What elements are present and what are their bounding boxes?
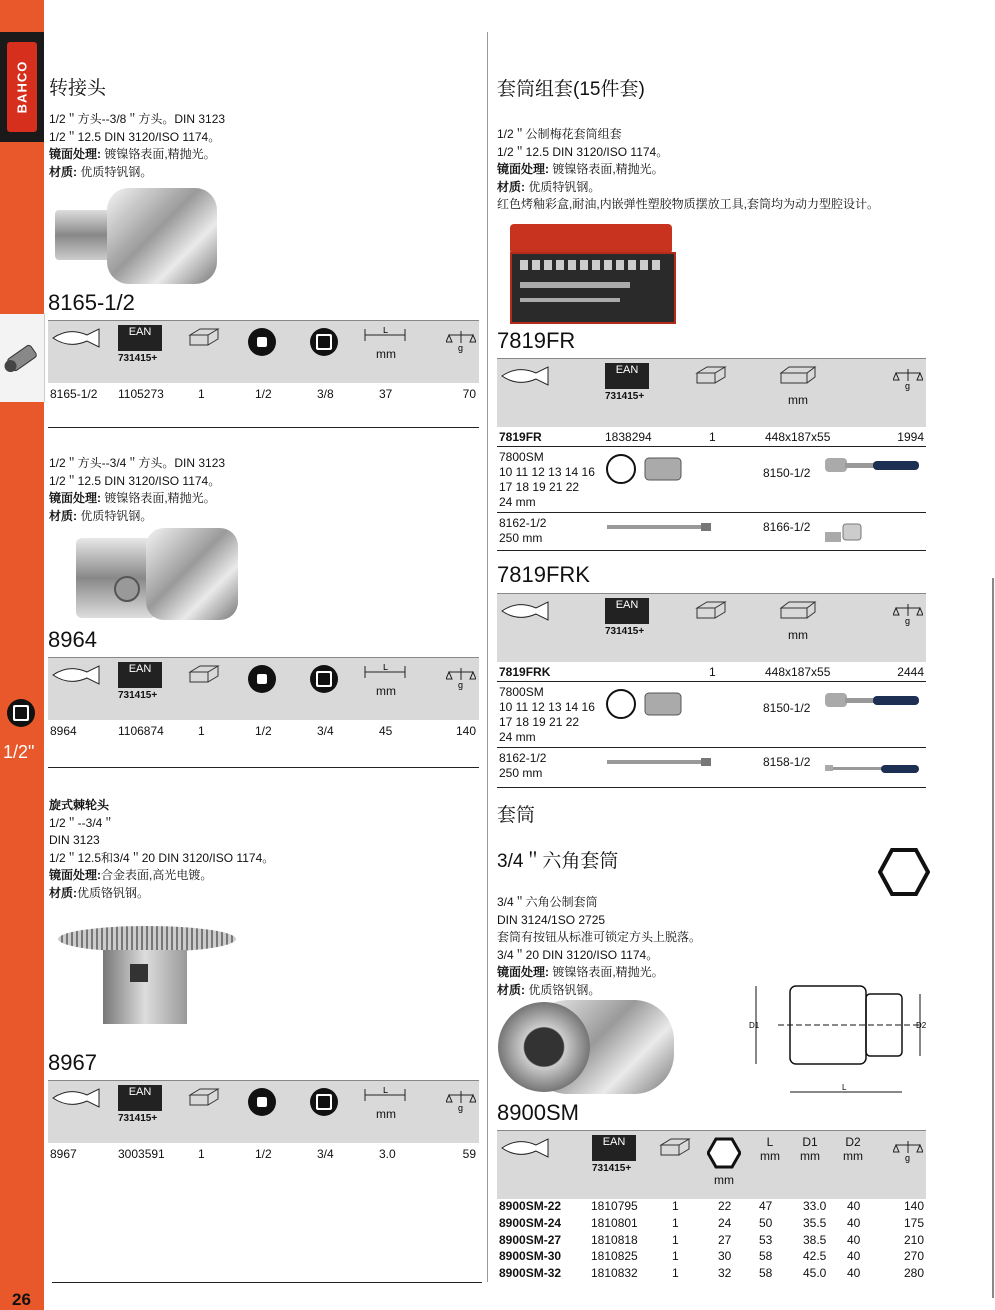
weight-icon — [893, 367, 923, 391]
table-row — [497, 1232, 926, 1249]
unit-label: mm — [788, 628, 808, 642]
description — [49, 111, 225, 181]
desc-line: 1/2＂12.5 DIN 3120/ISO 1174。 — [49, 129, 221, 144]
hexagon-small-icon — [707, 1137, 741, 1169]
svg-text:g: g — [458, 1103, 464, 1113]
l-header: L mm — [760, 1135, 780, 1163]
socket-icon — [605, 452, 685, 486]
package-icon — [657, 1135, 691, 1159]
desc-line: DIN 3124/1SO 2725 — [497, 912, 606, 927]
contents-row: 7800SM 10 11 12 13 14 16 17 18 19 21 22 24 mm 8150-1/2 — [497, 446, 926, 513]
table-cell: 1 — [672, 1199, 679, 1213]
table-cell: 8900SM-22 — [499, 1199, 562, 1213]
ean-code: 731415+ — [605, 391, 645, 402]
table-cell: 47 — [759, 1199, 773, 1213]
table-cell: 8900SM-27 — [499, 1232, 562, 1247]
d1-header: D1 mm — [800, 1135, 820, 1163]
table-row: 8964 1106874 1 1/2 3/4 45 140 — [48, 719, 479, 768]
material-line: 材质: 优质铬钒钢。 — [497, 982, 601, 997]
table-cell: 50 — [759, 1215, 773, 1230]
table-cell: 1 — [672, 1249, 679, 1264]
desc-line: 1/2＂公制梅花套筒组套 — [497, 127, 622, 141]
table-cell: 24 — [718, 1215, 732, 1230]
table-rows — [497, 1198, 926, 1284]
finish-line: 镜面处理: 镀镍铬表面,精抛光。 — [49, 147, 216, 161]
ean-barcode-icon: EAN — [118, 662, 162, 688]
desc-line: DIN 3123 — [49, 833, 100, 847]
length-icon — [363, 1087, 407, 1103]
length-icon — [363, 664, 407, 680]
table-cell: 270 — [903, 1249, 924, 1264]
table-cell: 1810795 — [591, 1199, 638, 1213]
ean-barcode-icon: EAN — [118, 1085, 162, 1111]
fish-icon — [500, 600, 550, 622]
fish-icon — [51, 664, 101, 686]
square-drive-large-icon — [310, 1088, 338, 1116]
contents-row: 8162-1/2 250 mm 8166-1/2 — [497, 512, 926, 551]
fish-icon — [51, 1087, 101, 1109]
side-size-label: 1/2" — [3, 742, 35, 762]
d1-label: D1 — [749, 1021, 760, 1030]
section-title: 旋式棘轮头 — [49, 798, 110, 812]
table-cell: 45.0 — [803, 1266, 827, 1281]
section-title: 转接头 — [49, 78, 107, 99]
table-cell: 38.5 — [803, 1232, 827, 1247]
package-icon — [186, 662, 220, 686]
box-dimension-icon — [775, 365, 819, 387]
ean-barcode-icon: EAN — [605, 598, 649, 624]
table-cell: 8900SM-32 — [499, 1266, 562, 1281]
finish-line: 镜面处理: 镀镍铬表面,精抛光。 — [497, 965, 664, 979]
adapter-image — [55, 188, 220, 286]
hexagon-icon — [878, 848, 930, 896]
table-cell: 210 — [903, 1232, 924, 1247]
table-cell: 35.5 — [803, 1215, 827, 1230]
unit-label: mm — [376, 1107, 396, 1121]
table-cell: 58 — [759, 1266, 773, 1281]
svg-text:g: g — [905, 616, 911, 626]
desc-line: 3/4＂六角公制套筒 — [497, 895, 598, 909]
extension-bar-icon — [607, 522, 711, 532]
svg-text:L: L — [383, 1087, 389, 1095]
contents-row: 7800SM 10 11 12 13 14 16 17 18 19 21 22 24 mm 8150-1/2 — [497, 681, 926, 748]
bahco-logo: BAHCO — [7, 42, 37, 132]
svg-text:L: L — [383, 664, 389, 672]
socket-icon — [605, 687, 685, 721]
side-bar — [0, 0, 44, 1310]
table-cell: 40 — [847, 1215, 861, 1230]
material-line: 材质: 优质特钒钢。 — [49, 508, 153, 523]
square-drive-small-icon — [248, 328, 276, 356]
table-cell: 1810818 — [591, 1232, 638, 1247]
finish-line: 镜面处理: 镀镍铬表面,精抛光。 — [497, 162, 664, 176]
desc-line: 套筒有按钮从标准可锁定方头上脱落。 — [497, 930, 702, 944]
unit-label: mm — [714, 1173, 734, 1187]
square-drive-large-icon — [310, 665, 338, 693]
spec-header — [48, 657, 479, 720]
d2-header: D2 mm — [843, 1135, 863, 1163]
package-icon — [186, 1085, 220, 1109]
weight-icon — [446, 329, 476, 353]
desc-line: 1/2＂方头--3/4＂方头。DIN 3123 — [49, 456, 226, 470]
table-cell: 1 — [672, 1266, 679, 1281]
section-title: 套筒组套(15件套) — [497, 79, 645, 100]
desc-line: 1/2＂12.5 DIN 3120/ISO 1174。 — [497, 144, 669, 159]
table-row: 8967 3003591 1 1/2 3/4 3.0 59 — [50, 1147, 476, 1161]
section-title: 套筒 — [497, 805, 536, 826]
ratchet-icon — [825, 689, 921, 713]
socket-set-image — [510, 224, 672, 320]
table-cell: 280 — [903, 1266, 924, 1281]
desc-line: 红色烤釉彩盒,耐油,内嵌弹性塑胶物质摆放工具,套筒均为动力型腔设计。 — [497, 197, 880, 211]
page-edge — [992, 578, 994, 1298]
table-cell: 32 — [718, 1266, 732, 1281]
socket-icon — [0, 314, 44, 402]
table-cell: 175 — [903, 1215, 924, 1230]
model-number: 7819FRK — [497, 562, 590, 587]
table-cell: 22 — [718, 1199, 732, 1213]
description — [49, 797, 274, 902]
table-row — [497, 1198, 926, 1215]
socket-thumbnail — [0, 314, 45, 402]
ean-code: 731415+ — [592, 1163, 632, 1174]
socket-dimension-diagram — [748, 984, 930, 1098]
flex-handle-icon — [825, 761, 921, 777]
length-icon — [363, 327, 407, 343]
desc-line: 1/2＂方头--3/8＂方头。DIN 3123 — [49, 112, 226, 126]
svg-text:L: L — [383, 327, 389, 335]
desc-line: 3/4＂20 DIN 3120/ISO 1174。 — [497, 947, 659, 962]
description — [49, 455, 225, 525]
ratchet-head-image — [58, 920, 236, 1026]
description — [497, 126, 879, 214]
weight-icon — [893, 1139, 923, 1163]
footer-rule — [52, 1282, 482, 1283]
material-line: 材质:优质铬钒钢。 — [49, 885, 150, 900]
svg-text:g: g — [458, 680, 464, 690]
table-cell: 1810801 — [591, 1215, 638, 1230]
square-drive-small-icon — [248, 665, 276, 693]
ean-barcode-icon: EAN — [592, 1135, 636, 1161]
table-cell: 40 — [847, 1199, 861, 1213]
ean-code: 731415+ — [118, 353, 158, 364]
square-drive-large-icon — [310, 328, 338, 356]
box-dimension-icon — [775, 600, 819, 622]
table-cell: 42.5 — [803, 1249, 827, 1264]
spec-header — [48, 320, 479, 383]
table-cell: 1810825 — [591, 1249, 638, 1264]
package-icon — [693, 598, 727, 622]
unit-label: mm — [376, 684, 396, 698]
table-cell: 53 — [759, 1232, 773, 1247]
spec-header — [497, 358, 926, 427]
table-row — [497, 1215, 926, 1232]
unit-label: mm — [376, 347, 396, 361]
table-row: 7819FRK 1 448x187x55 2444 — [497, 661, 926, 682]
table-row: 8165-1/2 1105273 1 1/2 3/8 37 70 — [48, 382, 479, 428]
table-row: 7819FR 1838294 1 448x187x55 1994 — [497, 426, 926, 447]
ean-code: 731415+ — [118, 1113, 158, 1124]
table-cell: 140 — [903, 1199, 924, 1213]
unit-label: mm — [788, 393, 808, 407]
adapter-image — [76, 528, 238, 620]
ean-code: 731415+ — [605, 626, 645, 637]
material-line: 材质: 优质特钒钢。 — [49, 164, 153, 179]
material-line: 材质: 优质特钒钢。 — [497, 179, 601, 194]
package-icon — [186, 325, 220, 349]
ean-code: 731415+ — [118, 690, 158, 701]
table-cell: 58 — [759, 1249, 773, 1264]
ean-barcode-icon: EAN — [118, 325, 162, 351]
spec-header — [497, 1130, 926, 1199]
weight-icon — [446, 666, 476, 690]
model-number: 8900SM — [497, 1100, 579, 1125]
d2-label: D2 — [916, 1021, 927, 1030]
table-cell: 8900SM-24 — [499, 1215, 562, 1230]
contents-row: 8162-1/2 250 mm 8158-1/2 — [497, 747, 926, 788]
weight-icon — [893, 602, 923, 626]
finish-line: 镜面处理: 镀镍铬表面,精抛光。 — [49, 491, 216, 505]
weight-icon — [446, 1089, 476, 1113]
table-cell: 1810832 — [591, 1266, 638, 1281]
fish-icon — [500, 365, 550, 387]
table-cell: 1 — [672, 1232, 679, 1247]
spec-header — [497, 593, 926, 662]
ean-barcode-icon: EAN — [605, 363, 649, 389]
model-number: 8165-1/2 — [48, 290, 135, 315]
table-cell: 1 — [672, 1215, 679, 1230]
svg-text:g: g — [905, 381, 911, 391]
table-cell: 40 — [847, 1249, 861, 1264]
description — [497, 894, 701, 999]
model-number: 7819FR — [497, 328, 576, 353]
package-icon — [693, 363, 727, 387]
table-cell: 30 — [718, 1249, 732, 1264]
model-number: 8964 — [48, 627, 97, 652]
extension-bar-icon — [607, 757, 711, 767]
table-cell: 33.0 — [803, 1199, 827, 1213]
table-cell: 40 — [847, 1232, 861, 1247]
table-cell: 8900SM-30 — [499, 1249, 562, 1264]
desc-line: 1/2＂--3/4＂ — [49, 815, 115, 830]
svg-text:g: g — [905, 1153, 911, 1163]
model-number: 8967 — [48, 1050, 97, 1075]
socket-image — [498, 1000, 674, 1094]
square-drive-icon — [6, 698, 36, 728]
length-label: L — [842, 1083, 847, 1092]
table-cell: 27 — [718, 1232, 732, 1247]
square-drive-small-icon — [248, 1088, 276, 1116]
desc-line: 1/2＂12.5和3/4＂20 DIN 3120/ISO 1174。 — [49, 850, 275, 865]
table-row — [497, 1265, 926, 1282]
page-number: 26 — [12, 1290, 31, 1309]
spec-header — [48, 1080, 479, 1143]
svg-text:g: g — [458, 343, 464, 353]
finish-line: 镜面处理:合金表面,高光电镀。 — [49, 868, 213, 882]
universal-joint-icon — [825, 522, 865, 544]
fish-icon — [51, 327, 101, 349]
column-divider — [487, 32, 488, 1282]
table-cell: 40 — [847, 1266, 861, 1281]
table-row — [497, 1248, 926, 1265]
section-subtitle: 3/4＂六角套筒 — [497, 851, 619, 872]
fish-icon — [500, 1137, 550, 1159]
desc-line: 1/2＂12.5 DIN 3120/ISO 1174。 — [49, 473, 221, 488]
ratchet-icon — [825, 454, 921, 478]
